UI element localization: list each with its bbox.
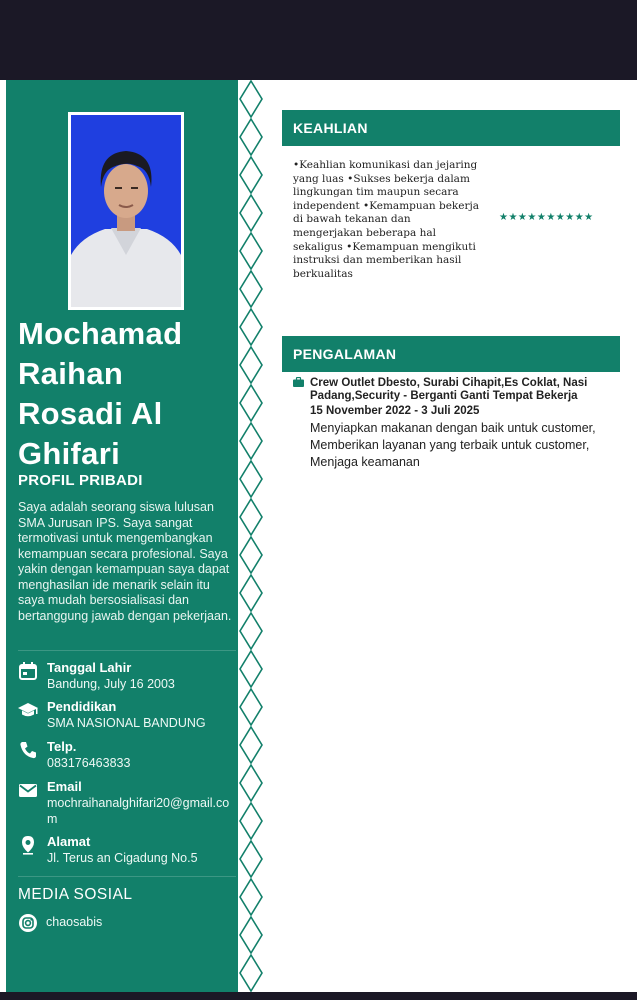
- full-name: [18, 314, 233, 474]
- profile-heading: PROFIL PRIBADI: [18, 472, 143, 489]
- briefcase-icon: [293, 377, 304, 387]
- profile-description: Saya adalah seorang siswa lulusan SMA Jurusan IPS. Saya sangat termotivasi untuk mengembangkan kemampuan secara profesional. Saya yakin dengan kemampuan saya dapat menghasilan ide menarik selain itu saya mudah bersosialisasi dan bertanggung jawab dengan pekerjaan.: [18, 500, 232, 623]
- contact-phone: [18, 739, 238, 773]
- name-line: Raihan: [18, 356, 124, 391]
- profile-photo-frame: [68, 112, 184, 310]
- diamond-divider-strip: [238, 80, 264, 992]
- contact-label: Tanggal Lahir: [47, 660, 132, 675]
- phone-icon: [18, 740, 38, 760]
- name-line: Rosadi Al: [18, 396, 163, 431]
- contact-value: 083176463833: [47, 756, 131, 770]
- person-portrait-icon: [71, 115, 181, 307]
- contact-label: Email: [47, 779, 82, 794]
- skill-rating-stars: ★★★★★★★★★★: [499, 212, 594, 223]
- name-line: Ghifari: [18, 436, 121, 471]
- skills-heading: KEAHLIAN: [282, 110, 620, 146]
- sidebar-divider: [18, 650, 236, 651]
- contact-label: Telp.: [47, 739, 77, 754]
- email-icon: [18, 780, 38, 800]
- resume-page: [0, 80, 637, 992]
- contact-address: [18, 834, 238, 868]
- contact-birthdate: [18, 660, 238, 694]
- contact-value[interactable]: mochraihanalghifari20@gmail.com: [47, 796, 230, 826]
- contact-value: Jl. Terus an Cigadung No.5: [47, 851, 198, 865]
- experience-period: 15 November 2022 - 3 Juli 2025: [310, 405, 480, 417]
- sidebar: [6, 80, 238, 992]
- profile-photo: [71, 115, 181, 307]
- contact-label: Alamat: [47, 834, 91, 849]
- name-line: Mochamad: [18, 316, 183, 351]
- social-instagram[interactable]: [18, 912, 233, 934]
- skills-list: •Keahlian komunikasi dan jejaring yang luas •Sukses bekerja dalam lingkungan tim maupun secara independent •Kemampuan bekerja di bawah tekanan dan mengerjakan beberapa hal sekaligus •Kemampuan mengikuti instruksi dan memberikan hasil berkualitas: [293, 159, 480, 280]
- graduation-cap-icon: [18, 700, 38, 720]
- calendar-icon: [18, 661, 38, 681]
- contact-email: [18, 779, 238, 829]
- sidebar-divider: [18, 876, 236, 877]
- contact-education: [18, 699, 238, 733]
- screen-bottom-bar: [0, 992, 637, 1000]
- instagram-icon: [18, 913, 38, 933]
- experience-role: Crew Outlet Dbesto, Surabi Cihapit,Es Coklat, Nasi Padang,Security - Berganti Ganti Tempat Bekerja: [310, 377, 588, 402]
- social-media-heading: MEDIA SOSIAL: [18, 886, 133, 903]
- location-pin-icon: [18, 835, 38, 855]
- experience-heading: PENGALAMAN: [282, 336, 620, 372]
- contact-value: SMA NASIONAL BANDUNG: [47, 716, 206, 730]
- contact-label: Pendidikan: [47, 699, 117, 714]
- contact-value: Bandung, July 16 2003: [47, 677, 175, 691]
- social-handle[interactable]: chaosabis: [46, 915, 103, 929]
- experience-description: Menyiapkan makanan dengan baik untuk customer, Memberikan layanan yang terbaik untuk customer, Menjaga keamanan: [310, 421, 596, 469]
